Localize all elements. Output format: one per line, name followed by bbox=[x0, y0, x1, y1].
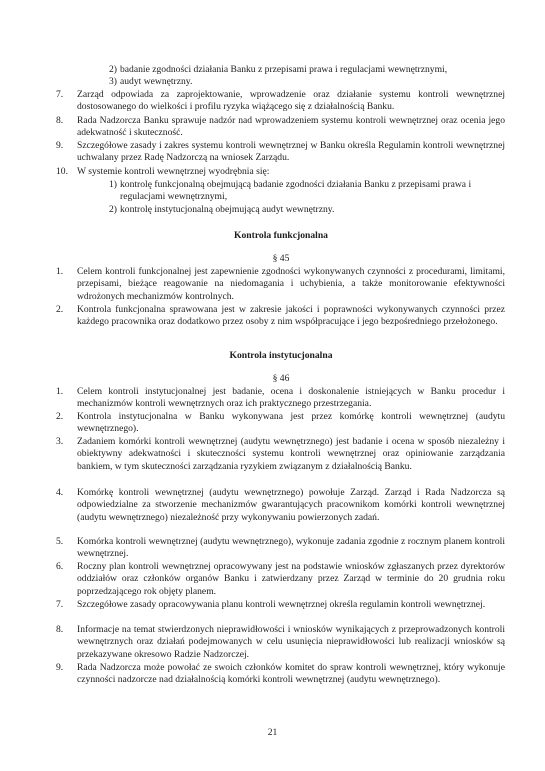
list-item-number: 5. bbox=[56, 536, 64, 547]
list-item-text: Komórka kontroli wewnętrznej (audytu wewnętrznego), wykonuje zadania zgodnie z rocznym planem kontroli wewnętrznej. bbox=[77, 536, 505, 560]
list-item-text: kontrolę funkcjonalną obejmującą badanie zgodności działania Banku z przepisami prawa i regulacjami wewnętrznymi, bbox=[120, 179, 472, 203]
list-item bbox=[83, 204, 503, 216]
list-item-number: 3) bbox=[109, 76, 117, 87]
list-item-number: 8. bbox=[56, 624, 64, 635]
list-item-number: 9. bbox=[56, 140, 64, 151]
list-item bbox=[56, 304, 506, 329]
list-item-number: 2) bbox=[109, 64, 117, 75]
section-heading: Kontrola funkcjonalna bbox=[234, 230, 328, 241]
list-item-text: Kontrola instytucjonalna w Banku wykonywana jest przez komórkę kontroli wewnętrznej (audytu wewnętrznego). bbox=[77, 411, 505, 435]
list-item-text: Celem kontroli funkcjonalnej jest zapewnienie zgodności wykonywanych czynności z procedurami, limitami, przepisami, bieżące reagowanie na niedomagania i uchybienia, a także monitorowanie efektywności wdrożonych mechanizmów kontrolnych. bbox=[77, 266, 505, 302]
list-item bbox=[56, 89, 506, 114]
list-item-text: Szczegółowe zasady i zakres systemu kontroli wewnętrznej w Banku określa Regulamin kontroli wewnętrznej uchwalany przez Radę Nadzorczą na wniosek Zarządu. bbox=[77, 140, 505, 164]
list-item bbox=[56, 599, 506, 611]
list-item-text: Informacje na temat stwierdzonych nieprawidłowości i wniosków wynikających z przeprowadzonych kontroli wewnętrznych oraz działań podejmowanych w celu usunięcia nieprawidłowości lub realizacji wniosków są przekazywane okresowo Radzie Nadzorczej. bbox=[77, 624, 505, 660]
list-item-text: Rada Nadzorcza Banku sprawuje nadzór nad wprowadzeniem systemu kontroli wewnętrznej oraz ocenia jego adekwatność i skuteczność. bbox=[77, 115, 505, 139]
list-item bbox=[56, 624, 506, 661]
list-item-number: 1. bbox=[56, 386, 64, 397]
list-item-text: Szczegółowe zasady opracowywania planu kontroli wewnętrznej określa regulamin kontroli wewnętrznej. bbox=[77, 599, 486, 610]
list-item-number: 1) bbox=[109, 179, 117, 190]
page-number: 21 bbox=[267, 727, 278, 738]
list-item bbox=[56, 140, 506, 165]
list-item-number: 9. bbox=[56, 662, 64, 673]
list-item-number: 2. bbox=[56, 304, 64, 315]
list-item-text: Kontrola funkcjonalna sprawowana jest w zakresie jakości i poprawności wykonywanych czynności przez każdego pracownika oraz dodatkowo przez osoby z nim współpracujące i jego bezpośredniego przełożonego. bbox=[77, 304, 505, 328]
list-item-text: kontrolę instytucjonalną obejmującą audyt wewnętrzny. bbox=[120, 204, 335, 215]
list-item-number: 1. bbox=[56, 266, 64, 277]
list-item-text: badanie zgodności działania Banku z przepisami prawa i regulacjami wewnętrznymi, bbox=[120, 64, 448, 75]
list-item bbox=[56, 561, 506, 598]
list-item-text: Zadaniem komórki kontroli wewnętrznej (audytu wewnętrznego) jest badanie i ocena w sposób niezależny i obiektywny adekwatności i skuteczności systemu kontroli wewnętrznej oraz opiniowanie zarządzania bankiem, w tym skuteczności zarządzania ryzykiem związanym z działalnością Banku. bbox=[77, 436, 505, 472]
list-item-text: Celem kontroli instytucjonalnej jest badanie, ocena i doskonalenie istniejących w Banku procedur i mechanizmów kontroli wewnętrznych oraz ich praktycznego przestrzegania. bbox=[77, 386, 505, 410]
list-item-text: Komórkę kontroli wewnętrznej (audytu wewnętrznego) powołuje Zarząd. Zarząd i Rada Nadzorcza są odpowiedzialne za stworzenie mechanizmów gwarantujących pracownikom komórki kontroli wewnętrznej (audytu wewnętrznego) niezależność przy wykonywaniu powierzonych zadań. bbox=[77, 487, 505, 523]
list-item-text: audyt wewnętrzny. bbox=[120, 76, 193, 87]
list-item-number: 10. bbox=[56, 166, 68, 177]
list-item-number: 6. bbox=[56, 561, 64, 572]
list-item-text: Rada Nadzorcza może powołać ze swoich członków komitet do spraw kontroli wewnętrznej, który wykonuje czynności nadzorcze nad działalnością komórki kontroli wewnętrznej (audytu wewnętrznego). bbox=[77, 662, 505, 686]
list-item-number: 3. bbox=[56, 436, 64, 447]
paragraph-number: § 45 bbox=[272, 253, 290, 264]
list-item bbox=[56, 662, 506, 687]
list-item-text: Roczny plan kontroli wewnętrznej opracowywany jest na podstawie wniosków zgłaszanych przez dyrektorów oddziałów oraz członków organów Banku i zatwierdzany przez Zarząd w terminie do 20 grudnia roku poprzedzającego rok objęty planem. bbox=[77, 561, 505, 597]
list-item bbox=[56, 115, 506, 140]
list-item bbox=[56, 386, 506, 411]
list-item bbox=[56, 411, 506, 436]
list-item bbox=[83, 179, 503, 204]
list-item bbox=[56, 166, 506, 178]
list-item bbox=[56, 536, 506, 561]
paragraph-number: § 46 bbox=[272, 373, 290, 384]
section-heading: Kontrola instytucjonalna bbox=[229, 350, 333, 361]
list-item-number: 7. bbox=[56, 89, 64, 100]
list-item-number: 7. bbox=[56, 599, 64, 610]
list-item-text: Zarząd odpowiada za zaprojektowanie, wprowadzenie oraz działanie systemu kontroli wewnętrznej dostosowanego do wielkości i profilu ryzyka wiążącego się z działalnością Banku. bbox=[77, 89, 505, 113]
list-item bbox=[56, 436, 506, 473]
list-item-text: W systemie kontroli wewnętrznej wyodrębnia się: bbox=[77, 166, 270, 177]
list-item-number: 2) bbox=[109, 204, 117, 215]
list-item bbox=[56, 266, 506, 303]
list-item bbox=[56, 487, 506, 524]
list-item-number: 2. bbox=[56, 411, 64, 422]
list-item-number: 4. bbox=[56, 487, 64, 498]
list-item-number: 8. bbox=[56, 115, 64, 126]
